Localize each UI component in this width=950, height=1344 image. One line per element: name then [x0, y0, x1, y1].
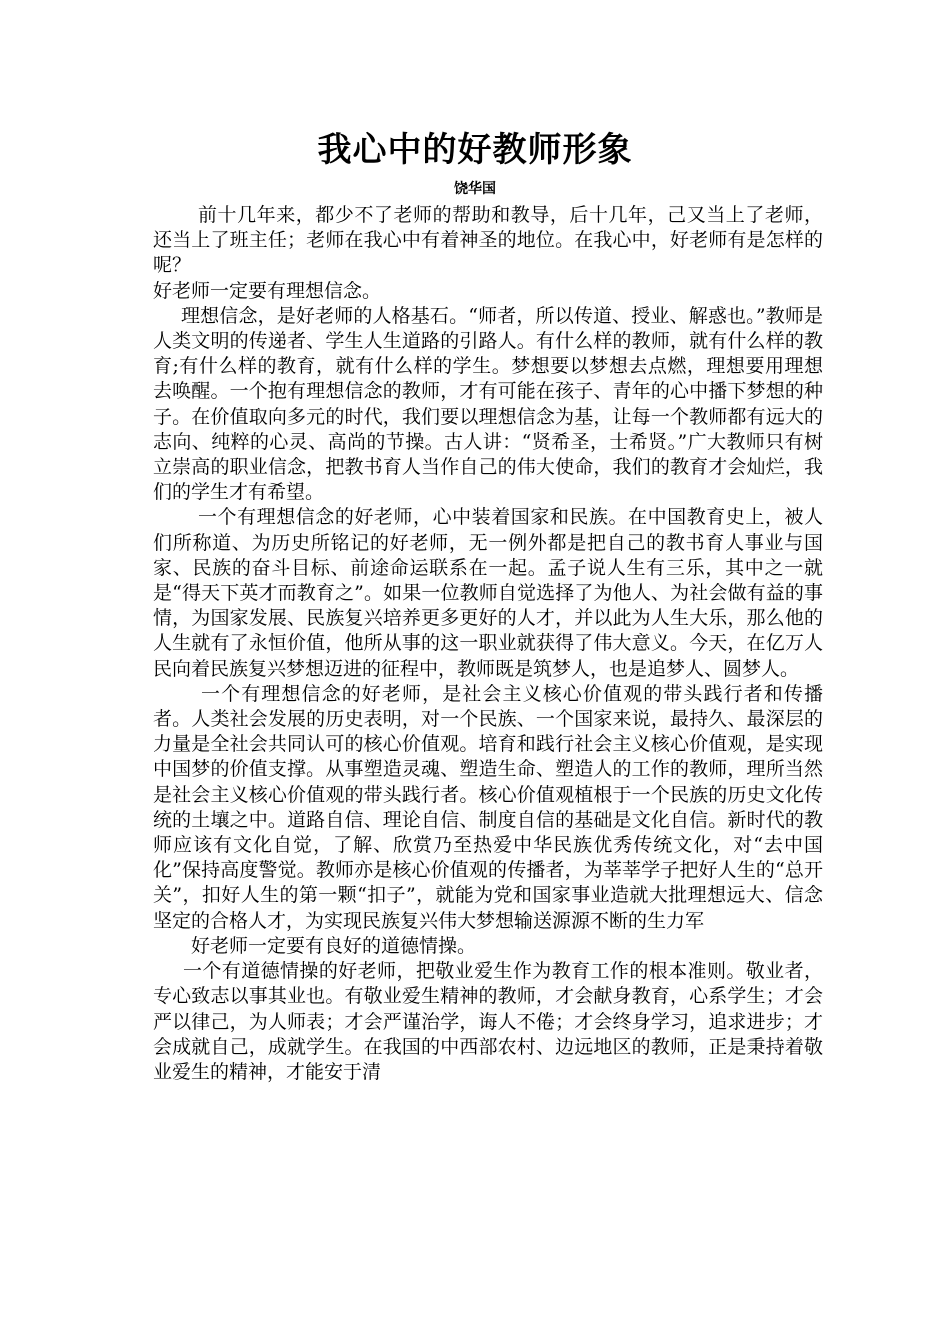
paragraph-intro: 前十几年来，都少不了老师的帮助和教导，后十几年，己又当上了老师，还当上了班主任；老师在我心中有着神圣的地位。在我心中，好老师有是怎样的呢？	[153, 204, 823, 277]
section-heading-ideals: 好老师一定要有理想信念。	[153, 279, 382, 302]
paragraph-nation: 一个有理想信念的好老师，心中装着国家和民族。在中国教育史上，被人们所称道、为历史所铭记的好老师，无一例外都是把自己的教书育人事业与国家、民族的奋斗目标、前途命运联系在一起。孟子说人生有三乐，其中之一就是“得天下英才而教育之”。如果一位教师自觉选择了为他人、为社会做有益的事情，为国家发展、民族复兴培养更多更好的人才，并以此为人生大乐，那么他的人生就有了永恒价值，他所从事的这一职业就获得了伟大意义。今天，在亿万人民向着民族复兴梦想迈进的征程中，教师既是筑梦人，也是追梦人、圆梦人。	[153, 506, 823, 680]
paragraph-ideals: 理想信念，是好老师的人格基石。“师者，所以传道、授业、解惑也。”教师是人类文明的传递者、学生人生道路的引路人。有什么样的教师，就有什么样的教育;有什么样的教育，就有什么样的学生。梦想要以梦想去点燃，理想要用理想去唤醒。一个抱有理想信念的教师，才有可能在孩子、青年的心中播下梦想的种子。在价值取向多元的时代，我们要以理想信念为基，让每一个教师都有远大的志向、纯粹的心灵、高尚的节操。古人讲：“贤希圣，士希贤。”广大教师只有树立崇高的职业信念，把教书育人当作自己的伟大使命，我们的教育才会灿烂，我们的学生才有希望。	[153, 304, 823, 504]
document-author: 饶华国	[454, 181, 496, 197]
document-body	[153, 203, 823, 1085]
section-heading-morals: 好老师一定要有良好的道德情操。	[191, 934, 477, 957]
paragraph-morals: 一个有道德情操的好老师，把敬业爱生作为教育工作的根本准则。敬业者，专心致志以事其业也。有敬业爱生精神的教师，才会献身教育，心系学生；才会严以律己，为人师表；才会严谨治学，诲人不倦；才会终身学习，追求进步；才会成就自己，成就学生。在我国的中西部农村、边远地区的教师，正是秉持着敬业爱生的精神，才能安于清	[153, 960, 823, 1083]
document-title: 我心中的好教师形象	[317, 130, 633, 170]
paragraph-core-values: 一个有理想信念的好老师，是社会主义核心价值观的带头践行者和传播者。人类社会发展的历史表明，对一个民族、一个国家来说，最持久、最深层的力量是全社会共同认可的核心价值观。培育和践行社会主义核心价值观，是实现中国梦的价值支撑。从事塑造灵魂、塑造生命、塑造人的工作的教师，理所当然是社会主义核心价值观的带头践行者。核心价值观植根于一个民族的历史文化传统的土壤之中。道路自信、理论自信、制度自信的基础是文化自信。新时代的教师应该有文化自觉，了解、欣赏乃至热爱中华民族优秀传统文化，对“去中国化”保持高度警觉。教师亦是核心价值观的传播者，为莘莘学子把好人生的“总开关”，扣好人生的第一颗“扣子”，就能为党和国家事业造就大批理想远大、信念坚定的合格人才，为实现民族复兴伟大梦想输送源源不断的生力军	[153, 682, 823, 932]
